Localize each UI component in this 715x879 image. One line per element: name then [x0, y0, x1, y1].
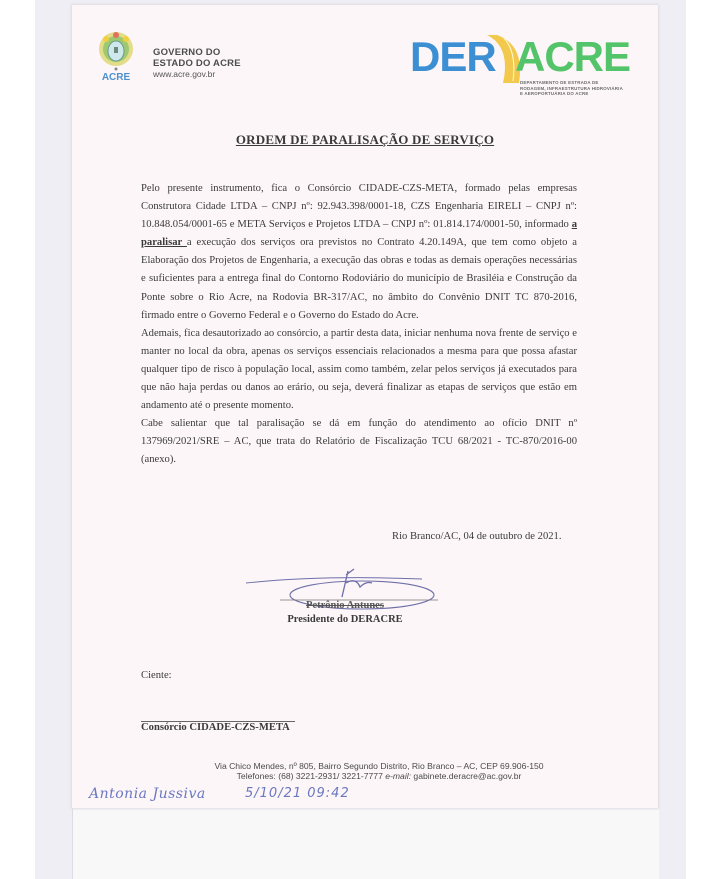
gov-url: www.acre.gov.br [153, 69, 216, 79]
government-header [153, 47, 241, 80]
document-body [141, 180, 577, 470]
paragraph-2: Ademais, fica desautorizado ao consórcio, a partir desta data, iniciar nenhuma nova frente de serviço e manter no local da obra, apenas os serviços essenciais relacionados a mesma para que possa afastar qualquer tipo de risco à população local, assim como também, zelar pelos serviços já executados para que não haja perdas ou danos ao erário, ou seja, deverá finalizar as etapas de serviços que estão em andamento até o presente momento. [141, 327, 577, 412]
consorcio-label: Consórcio CIDADE-CZS-META [141, 722, 290, 733]
emphasis-paralisar: a paralisar [141, 219, 577, 249]
gov-line-2: ESTADO DO ACRE [153, 58, 241, 69]
viewer-empty-area [72, 808, 659, 879]
logo-subtitle: DEPARTAMENTO DE ESTRADA DE RODAGEM, INFRAESTRUTURA HIDROVIÁRIA E AEROPORTUÁRIA DO ACRE [520, 80, 623, 96]
acre-crest-icon [94, 29, 138, 89]
footer [86, 761, 672, 781]
ciente-label: Ciente: [141, 670, 172, 681]
deracre-logo [407, 33, 631, 113]
paragraph-3: Cabe salientar que tal paralisação se dá em função do atendimento ao ofício DNIT nº 137969/2021/SRE – AC, que trata do Relatório de Fiscalização TCU 68/2021 - TC-870/2016-00 (anexo). [141, 418, 577, 466]
crest-label: ACRE [101, 72, 131, 83]
logo-der: DER [410, 33, 496, 80]
document-title: ORDEM DE PARALISAÇÃO DE SERVIÇO [235, 132, 495, 147]
footer-address: Via Chico Mendes, nº 805, Bairro Segundo Distrito, Rio Branco – AC, CEP 69.906-150 [214, 761, 544, 771]
logo-acre: ACRE [515, 33, 631, 80]
signatory-name: Petrônio Antunes [306, 600, 384, 611]
document-page [72, 5, 658, 808]
paragraph-1: Pelo presente instrumento, fica o Consórcio CIDADE-CZS-META, formado pelas empresas Construtora Cidade LTDA – CNPJ nº: 92.943.398/0001-18, CZS Engenharia EIRELI – CNPJ nº: 10.848.054/0001-65 e META Serviços e Projetos LTDA – CNPJ nº: 01.814.174/0001-50, informado a paralisar a execução dos serviços ora previstos no Contrato 4.20.149A, que tem como objeto a Elaboração dos Projetos de Engenharia, a execução das obras e todas as demais operações necessárias e suficientes para a entrega final do Contorno Rodoviário do município de Brasiléia e Construção da Ponte sobre o Rio Acre, na Rodovia BR-317/AC, no âmbito do Convênio DNIT TC 870-2016, firmado entre o Governo Federal e o Governo do Estado do Acre. [141, 183, 578, 321]
handwritten-datetime: 5/10/21 09:42 [245, 786, 350, 801]
date-line: Rio Branco/AC, 04 de outubro de 2021. [392, 531, 562, 542]
gov-line-1: GOVERNO DO [153, 47, 221, 58]
footer-contacts: Telefones: (68) 3221-2931/ 3221-7777 e-mail: gabinete.deracre@ac.gov.br [236, 771, 522, 781]
signatory-role: Presidente do DERACRE [287, 614, 403, 625]
handwritten-name: Antonia Jussiva [89, 786, 206, 802]
